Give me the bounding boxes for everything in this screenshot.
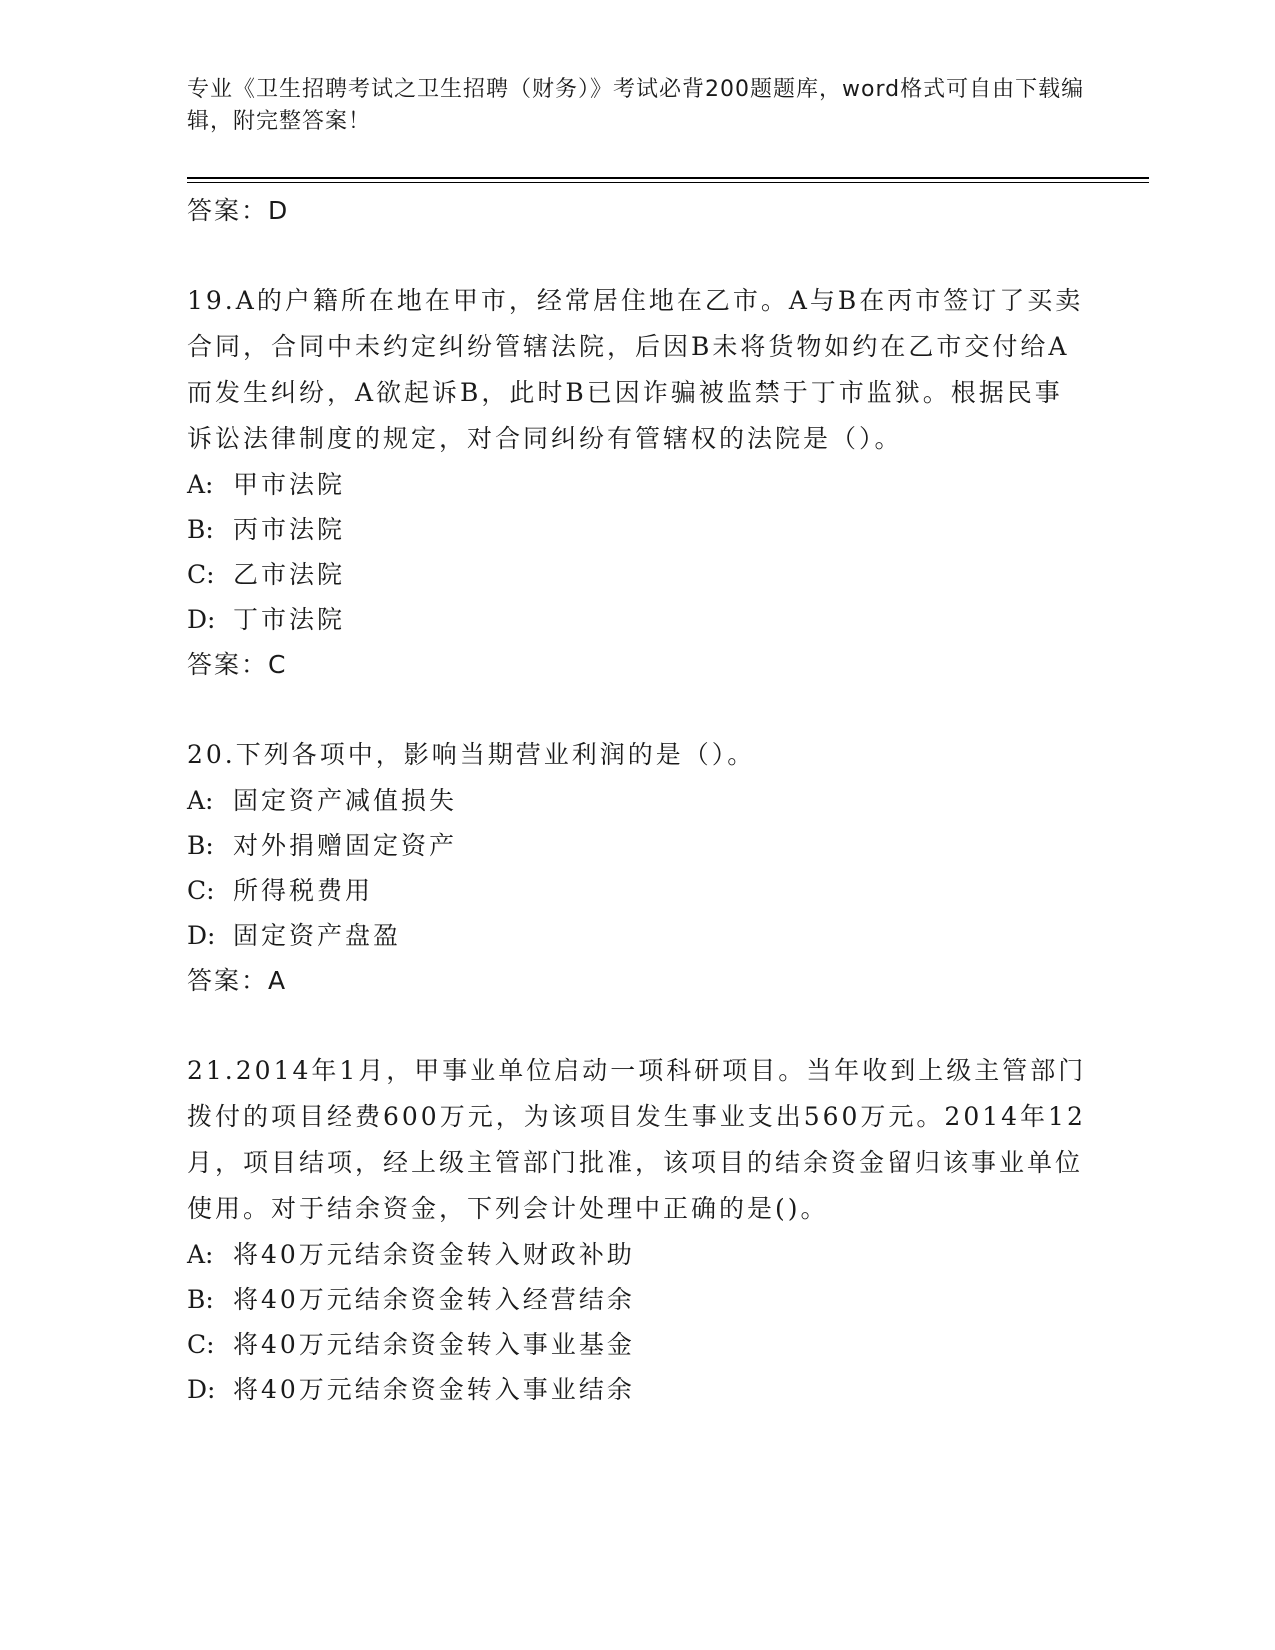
document-header: 专业《卫生招聘考试之卫生招聘（财务）》考试必背200题题库，word格式可自由下载编辑，附完整答案！ — [187, 77, 1085, 134]
option-letter: A: — [187, 786, 214, 815]
option-letter: D: — [187, 1375, 216, 1404]
option-text: 固定资产减值损失 — [233, 786, 458, 815]
option-letter: D: — [187, 921, 216, 950]
option-b — [187, 1277, 1087, 1322]
question-19 — [187, 278, 1087, 688]
option-c — [187, 868, 1087, 913]
question-stem: 20.下列各项中，影响当期营业利润的是（）。 — [187, 740, 756, 769]
option-text: 丁市法院 — [233, 605, 346, 634]
option-letter: C: — [187, 876, 215, 905]
option-a — [187, 1232, 1087, 1277]
question-20 — [187, 732, 1087, 1004]
option-text: 将40万元结余资金转入经营结余 — [233, 1285, 635, 1314]
option-b — [187, 823, 1087, 868]
document-body — [187, 188, 1087, 1412]
option-letter: D: — [187, 605, 216, 634]
option-text: 所得税费用 — [233, 876, 374, 905]
answer-line: 答案：D — [187, 196, 290, 225]
option-letter: C: — [187, 1330, 215, 1359]
answer-line: 答案：A — [187, 966, 288, 995]
option-letter: B: — [187, 515, 214, 544]
option-letter: A: — [187, 470, 214, 499]
option-text: 将40万元结余资金转入事业结余 — [233, 1375, 635, 1404]
option-text: 乙市法院 — [233, 560, 346, 589]
option-letter: A: — [187, 1240, 214, 1269]
header-divider-thin — [187, 182, 1149, 183]
header-divider-thick — [187, 177, 1149, 179]
option-d — [187, 597, 1087, 642]
option-letter: C: — [187, 560, 215, 589]
option-c — [187, 1322, 1087, 1367]
option-a — [187, 778, 1087, 823]
option-letter: B: — [187, 831, 214, 860]
option-letter: B: — [187, 1285, 214, 1314]
option-text: 将40万元结余资金转入财政补助 — [233, 1240, 635, 1269]
option-text: 甲市法院 — [233, 470, 346, 499]
option-a — [187, 462, 1087, 507]
option-text: 对外捐赠固定资产 — [233, 831, 458, 860]
option-text: 固定资产盘盈 — [233, 921, 402, 950]
question-stem: 21.2014年1月，甲事业单位启动一项科研项目。当年收到上级主管部门拨付的项目经费600万元，为该项目发生事业支出560万元。2014年12月，项目结项，经上级主管部门批准，该项目的结余资金留归该事业单位使用。对于结余资金，下列会计处理中正确的是()。 — [187, 1056, 1087, 1223]
option-text: 丙市法院 — [233, 515, 346, 544]
option-d — [187, 1367, 1087, 1412]
question-21 — [187, 1048, 1087, 1412]
option-text: 将40万元结余资金转入事业基金 — [233, 1330, 635, 1359]
option-d — [187, 913, 1087, 958]
option-b — [187, 507, 1087, 552]
option-c — [187, 552, 1087, 597]
question-stem: 19.A的户籍所在地在甲市，经常居住地在乙市。A与B在丙市签订了买卖合同，合同中未约定纠纷管辖法院，后因B未将货物如约在乙市交付给A而发生纠纷，A欲起诉B，此时B已因诈骗被监禁于丁市监狱。根据民事诉讼法律制度的规定，对合同纠纷有管辖权的法院是（）。 — [187, 286, 1084, 453]
answer-line: 答案：C — [187, 650, 288, 679]
